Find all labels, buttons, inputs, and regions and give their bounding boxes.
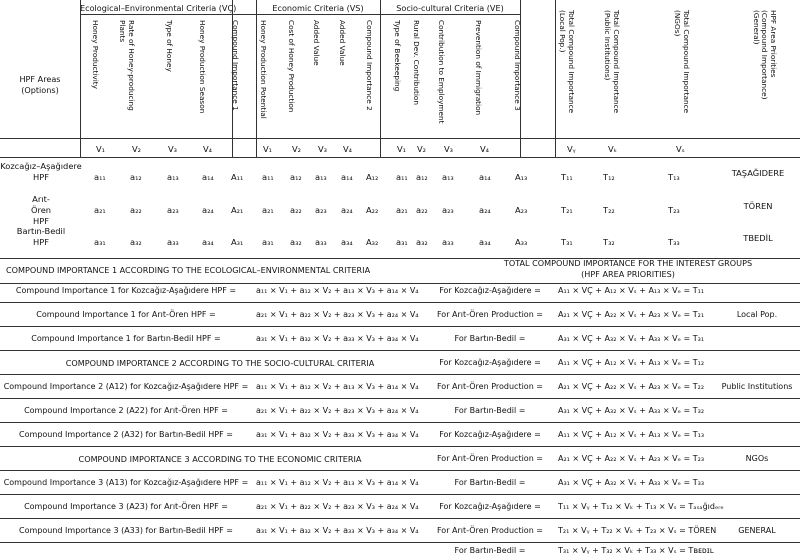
header-divider bbox=[555, 0, 556, 157]
column-header: Type of Honey bbox=[165, 20, 174, 72]
matrix-cell: a₁₃ bbox=[315, 172, 327, 182]
formula-label: Compound Importance 1 for Arıt-Ören HPF = bbox=[36, 310, 216, 319]
matrix-cell: T₃₂ bbox=[603, 237, 615, 247]
matrix-cell: a₂₂ bbox=[290, 205, 302, 215]
matrix-cell: a₃₁ bbox=[262, 237, 274, 247]
formula-rule bbox=[0, 350, 800, 351]
matrix-cell: a₂₄ bbox=[479, 205, 491, 215]
matrix-cell: A₂₁ bbox=[231, 205, 244, 215]
matrix-cell: A₂₃ bbox=[515, 205, 528, 215]
formula-rule bbox=[0, 326, 800, 327]
column-header: Compound Importance 3 bbox=[513, 20, 522, 111]
section-title: COMPOUND IMPORTANCE 2 ACCORDING TO THE SOCIO-CULTURAL CRITERIA bbox=[65, 358, 375, 368]
hpf-areas-header: HPF Areas (Options) bbox=[19, 74, 61, 95]
column-header: Contribution to Employment bbox=[437, 20, 446, 124]
weight-label: V₂ bbox=[292, 144, 302, 154]
formula-label: Compound Importance 3 (A33) for Bartın-Bedil HPF = bbox=[19, 526, 233, 535]
hpf-row-name: Arıt- Ören HPF bbox=[30, 194, 52, 226]
formula-rule bbox=[0, 398, 800, 399]
group-underline bbox=[80, 14, 520, 15]
column-header: Added Value bbox=[338, 20, 347, 66]
formula-label: Compound Importance 1 for Kozcağız-Aşağıdere HPF = bbox=[15, 286, 237, 295]
column-header: Compound Importance 1 bbox=[231, 20, 240, 111]
weight-label: V₂ bbox=[417, 144, 427, 154]
group-formula: A₁₁ × VÇ + A₁₂ × Vₛ + A₁₃ × Vₑ = T₁₃ bbox=[558, 430, 705, 439]
group-formula: A₁₁ × VÇ + A₁₂ × Vₛ + A₁₃ × Vₑ = T₁₂ bbox=[558, 358, 705, 367]
section-title-right: TOTAL COMPOUND IMPORTANCE FOR THE INTEREST GROUPS (HPF AREA PRIORITIES) bbox=[503, 258, 753, 279]
total-column-header: Total Compound Importance (Local Pop.) bbox=[558, 10, 576, 114]
formula-expression: a₂₁ × V₁ + a₂₂ × V₂ + a₂₃ × V₃ + a₂₄ × V₄ bbox=[256, 502, 419, 511]
weight-label: V₃ bbox=[444, 144, 454, 154]
weight-label: V₄ bbox=[480, 144, 490, 154]
weight-label: V₁ bbox=[397, 144, 407, 154]
column-header: Cost of Honey Production bbox=[287, 20, 296, 113]
weights-bottom-rule bbox=[0, 157, 800, 158]
matrix-cell: a₁₂ bbox=[290, 172, 302, 182]
matrix-cell: a₃₃ bbox=[442, 237, 454, 247]
formula-rule bbox=[0, 446, 800, 447]
matrix-cell: T₁₂ bbox=[603, 172, 615, 182]
formula-rule bbox=[0, 470, 800, 471]
interest-group-label: GENERAL bbox=[738, 526, 776, 535]
group-formula-label: For Kozcağız-Aşağıdere = bbox=[439, 430, 541, 439]
column-header: Rate of Honey-producing Plants bbox=[118, 20, 136, 111]
matrix-cell: a₁₄ bbox=[202, 172, 214, 182]
criteria-group-title: Socio-cultural Criteria (VE) bbox=[396, 3, 504, 13]
matrix-cell: a₂₃ bbox=[167, 205, 179, 215]
formula-expression: a₁₁ × V₁ + a₁₂ × V₂ + a₁₃ × V₃ + a₁₄ × V₄ bbox=[256, 382, 419, 391]
criteria-group-title: Economic Criteria (VS) bbox=[272, 3, 364, 13]
matrix-cell: a₁₄ bbox=[479, 172, 491, 182]
matrix-cell: T₂₁ bbox=[561, 205, 573, 215]
weight-label: Vₖ bbox=[608, 144, 618, 154]
group-formula: T₃₁ × Vᵧ + T₃₂ × Vₖ + T₃₃ × Vₛ = Tʙᴇᴅɪʟ bbox=[558, 546, 714, 555]
group-formula-label: For Arıt-Ören Production = bbox=[436, 454, 544, 463]
hpf-row-name: Bartın-Bedil HPF bbox=[16, 226, 66, 247]
priority-value: TÖREN bbox=[743, 201, 773, 211]
matrix-cell: a₁₁ bbox=[396, 172, 408, 182]
matrix-cell: a₁₂ bbox=[130, 172, 142, 182]
formula-label: Compound Importance 1 for Bartın-Bedil HPF = bbox=[31, 334, 221, 343]
matrix-cell: a₁₃ bbox=[167, 172, 179, 182]
group-formula-label: For Arıt-Ören Production = bbox=[436, 310, 544, 319]
formula-expression: a₂₁ × V₁ + a₂₂ × V₂ + a₂₃ × V₃ + a₂₄ × V₄ bbox=[256, 406, 419, 415]
formula-rule bbox=[0, 374, 800, 375]
matrix-cell: a₂₄ bbox=[202, 205, 214, 215]
matrix-cell: a₁₂ bbox=[416, 172, 428, 182]
weight-label: V₁ bbox=[263, 144, 273, 154]
formula-rule bbox=[0, 518, 800, 519]
matrix-cell: a₃₄ bbox=[202, 237, 214, 247]
matrix-cell: a₂₁ bbox=[94, 205, 106, 215]
matrix-cell: A₁₂ bbox=[366, 172, 379, 182]
group-formula-label: For Kozcağız-Aşağıdere = bbox=[439, 358, 541, 367]
group-formula-label: For Bartın-Bedil = bbox=[454, 406, 526, 415]
matrix-cell: a₃₂ bbox=[416, 237, 428, 247]
matrix-cell: A₃₂ bbox=[366, 237, 379, 247]
column-header: Rural Dev. Contribution bbox=[412, 20, 421, 105]
matrix-cell: a₃₁ bbox=[396, 237, 408, 247]
weight-label: V₃ bbox=[168, 144, 178, 154]
formula-expression: a₃₁ × V₁ + a₃₂ × V₂ + a₃₃ × V₃ + a₃₄ × V₄ bbox=[256, 334, 419, 343]
header-divider bbox=[380, 0, 381, 157]
formula-rule bbox=[0, 422, 800, 423]
formula-label: Compound Importance 3 (A23) for Arıt-Ören HPF = bbox=[24, 502, 228, 511]
matrix-cell: A₂₂ bbox=[366, 205, 379, 215]
group-formula: A₂₁ × VÇ + A₂₂ × Vₛ + A₂₃ × Vₑ = T₂₁ bbox=[558, 310, 705, 319]
section-title-left: COMPOUND IMPORTANCE 1 ACCORDING TO THE ECOLOGICAL–ENVIRONMENTAL CRITERIA bbox=[6, 265, 371, 275]
column-header: Added Value bbox=[312, 20, 321, 66]
priority-value: TBEDİL bbox=[743, 233, 773, 243]
interest-group-label: NGOs bbox=[745, 454, 769, 463]
group-formula-label: For Bartın-Bedil = bbox=[454, 478, 526, 487]
group-formula: T₂₁ × Vᵧ + T₂₂ × Vₖ + T₂₃ × Vₛ = TÖREN bbox=[558, 526, 717, 535]
group-formula-label: For Kozcağız-Aşağıdere = bbox=[439, 286, 541, 295]
priority-value: TAŞAĞIDERE bbox=[731, 168, 785, 178]
matrix-cell: a₁₁ bbox=[262, 172, 274, 182]
group-formula-label: For Bartın-Bedil = bbox=[454, 334, 526, 343]
weights-top-rule bbox=[0, 138, 800, 139]
matrix-cell: a₃₄ bbox=[341, 237, 353, 247]
matrix-cell: T₁₁ bbox=[561, 172, 573, 182]
weight-label: V₄ bbox=[343, 144, 353, 154]
matrix-cell: a₂₂ bbox=[416, 205, 428, 215]
weight-label: Vₛ bbox=[676, 144, 685, 154]
matrix-cell: a₂₁ bbox=[262, 205, 274, 215]
matrix-cell: A₃₁ bbox=[231, 237, 244, 247]
matrix-cell: T₂₃ bbox=[668, 205, 680, 215]
total-column-header: Total Compound Importance (Public Institutions) bbox=[603, 10, 621, 114]
section-rule bbox=[0, 283, 800, 284]
criteria-group-title: Ecological–Environmental Criteria (VÇ) bbox=[80, 3, 237, 13]
matrix-cell: T₃₁ bbox=[561, 237, 573, 247]
weight-label: V₁ bbox=[96, 144, 106, 154]
header-divider bbox=[256, 0, 257, 157]
group-formula: A₂₁ × VÇ + A₂₂ × Vₛ + A₂₃ × Vₑ = T₂₂ bbox=[558, 382, 705, 391]
column-header: Prevention of Immigration bbox=[474, 20, 483, 116]
weight-label: Vᵧ bbox=[567, 144, 576, 154]
formula-expression: a₁₁ × V₁ + a₁₂ × V₂ + a₁₃ × V₃ + a₁₄ × V₄ bbox=[256, 286, 419, 295]
matrix-cell: a₃₄ bbox=[479, 237, 491, 247]
group-formula: A₃₁ × VÇ + A₃₂ × Vₛ + A₃₃ × Vₑ = T₃₁ bbox=[558, 334, 705, 343]
matrix-cell: a₂₃ bbox=[315, 205, 327, 215]
formula-label: Compound Importance 2 (A32) for Bartın-Bedil HPF = bbox=[19, 430, 233, 439]
matrix-cell: T₃₃ bbox=[668, 237, 680, 247]
weight-label: V₄ bbox=[203, 144, 213, 154]
section-title: COMPOUND IMPORTANCE 3 ACCORDING TO THE ECONOMIC CRITERIA bbox=[78, 454, 362, 464]
column-header: Honey Productivity bbox=[91, 20, 100, 89]
total-column-header: HPF Area Priorities (Compound Importance) (General) bbox=[752, 10, 778, 100]
weight-label: V₃ bbox=[318, 144, 328, 154]
header-divider bbox=[232, 0, 233, 157]
weight-label: V₂ bbox=[132, 144, 142, 154]
matrix-cell: A₃₃ bbox=[515, 237, 528, 247]
group-formula: A₃₁ × VÇ + A₃₂ × Vₛ + A₃₃ × Vₑ = T₃₂ bbox=[558, 406, 705, 415]
formula-expression: a₃₁ × V₁ + a₃₂ × V₂ + a₃₃ × V₃ + a₃₄ × V₄ bbox=[256, 526, 419, 535]
total-column-header: Total Compound Importance (NGOs) bbox=[673, 10, 691, 114]
matrix-cell: a₃₃ bbox=[315, 237, 327, 247]
interest-group-label: Public Institutions bbox=[721, 382, 793, 391]
formula-rule bbox=[0, 542, 800, 543]
matrix-cell: a₁₄ bbox=[341, 172, 353, 182]
matrix-cell: a₁₁ bbox=[94, 172, 106, 182]
matrix-cell: a₁₃ bbox=[442, 172, 454, 182]
group-formula: A₃₁ × VÇ + A₃₂ × Vₛ + A₃₃ × Vₑ = T₃₃ bbox=[558, 478, 705, 487]
formula-expression: a₁₁ × V₁ + a₁₂ × V₂ + a₁₃ × V₃ + a₁₄ × V₄ bbox=[256, 478, 419, 487]
matrix-cell: a₂₄ bbox=[341, 205, 353, 215]
formula-rule bbox=[0, 302, 800, 303]
matrix-cell: a₂₂ bbox=[130, 205, 142, 215]
header-divider bbox=[520, 0, 521, 157]
matrix-cell: a₃₂ bbox=[130, 237, 142, 247]
header-divider bbox=[80, 0, 81, 157]
group-formula-label: For Kozcağız-Aşağıdere = bbox=[439, 502, 541, 511]
hpf-row-name: Kozcağız–Aşağıdere HPF bbox=[0, 161, 82, 182]
matrix-cell: T₁₃ bbox=[668, 172, 680, 182]
matrix-cell: a₃₁ bbox=[94, 237, 106, 247]
formula-label: Compound Importance 2 (A12) for Kozcağız-Aşağıdere HPF = bbox=[3, 382, 249, 391]
formula-expression: a₃₁ × V₁ + a₃₂ × V₂ + a₃₃ × V₃ + a₃₄ × V₄ bbox=[256, 430, 419, 439]
column-header: Honey Production Potential bbox=[259, 20, 268, 119]
group-formula-label: For Bartın-Bedil = bbox=[454, 546, 526, 555]
group-formula: T₁₁ × Vᵧ + T₁₂ × Vₖ + T₁₃ × Vₛ = Tₐₛₐğıdₑᵣₑ bbox=[558, 502, 724, 511]
group-formula-label: For Arıt-Ören Production = bbox=[436, 526, 544, 535]
column-header: Honey Production Season bbox=[198, 20, 207, 114]
matrix-cell: A₁₃ bbox=[515, 172, 528, 182]
matrix-cell: a₂₃ bbox=[442, 205, 454, 215]
group-formula: A₂₁ × VÇ + A₂₂ × Vₛ + A₂₃ × Vₑ = T₂₃ bbox=[558, 454, 705, 463]
interest-group-label: Local Pop. bbox=[736, 310, 778, 319]
matrix-cell: a₃₂ bbox=[290, 237, 302, 247]
matrix-cell: a₂₁ bbox=[396, 205, 408, 215]
formula-label: Compound Importance 3 (A13) for Kozcağız-Aşağıdere HPF = bbox=[3, 478, 249, 487]
group-formula-label: For Arıt-Ören Production = bbox=[436, 382, 544, 391]
formula-rule bbox=[0, 494, 800, 495]
matrix-cell: T₂₂ bbox=[603, 205, 615, 215]
formula-expression: a₂₁ × V₁ + a₂₂ × V₂ + a₂₃ × V₃ + a₂₄ × V₄ bbox=[256, 310, 419, 319]
formula-label: Compound Importance 2 (A22) for Arıt-Ören HPF = bbox=[24, 406, 228, 415]
matrix-cell: A₁₁ bbox=[231, 172, 244, 182]
column-header: Compound Importance 2 bbox=[365, 20, 374, 111]
column-header: Type of Beekeeping bbox=[393, 20, 402, 92]
group-formula: A₁₁ × VÇ + A₁₂ × Vₛ + A₁₃ × Vₑ = T₁₁ bbox=[558, 286, 705, 295]
matrix-cell: a₃₃ bbox=[167, 237, 179, 247]
